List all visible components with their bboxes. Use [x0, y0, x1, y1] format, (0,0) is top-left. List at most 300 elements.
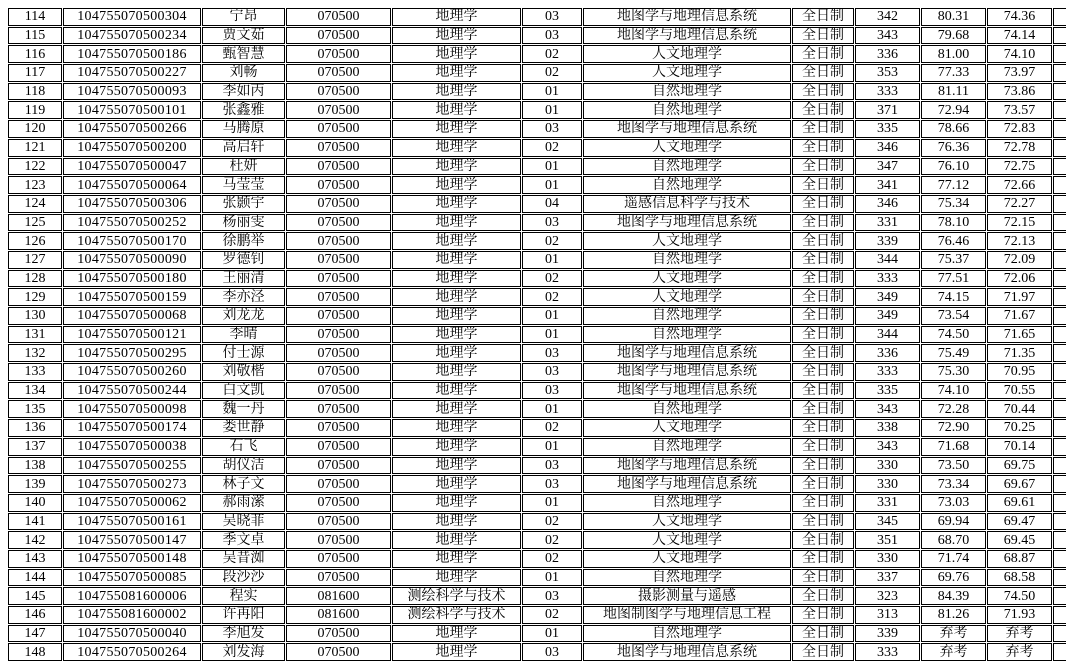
cell-total-score: 70.14 — [987, 438, 1052, 456]
cell-blank — [1053, 400, 1066, 418]
cell-candidate-id: 104755070500304 — [63, 8, 201, 26]
cell-direction-name: 自然地理学 — [583, 176, 791, 194]
cell-initial-score: 341 — [855, 176, 920, 194]
cell-direction-code: 01 — [522, 101, 582, 119]
cell-candidate-id: 104755070500040 — [63, 625, 201, 643]
cell-direction-name: 自然地理学 — [583, 251, 791, 269]
cell-candidate-id: 104755081600002 — [63, 606, 201, 624]
cell-row-number: 142 — [8, 531, 62, 549]
cell-blank — [1053, 288, 1066, 306]
cell-direction-name: 自然地理学 — [583, 83, 791, 101]
cell-candidate-id: 104755070500101 — [63, 101, 201, 119]
cell-study-mode: 全日制 — [792, 625, 854, 643]
cell-direction-code: 01 — [522, 326, 582, 344]
cell-major-name: 地理学 — [392, 214, 521, 232]
cell-major-code: 070500 — [286, 101, 391, 119]
cell-candidate-id: 104755081600006 — [63, 587, 201, 605]
cell-retest-score: 77.33 — [921, 64, 986, 82]
cell-name: 王丽清 — [202, 270, 285, 288]
cell-total-score: 72.83 — [987, 120, 1052, 138]
table-row — [8, 513, 1066, 531]
table-row — [8, 550, 1066, 568]
cell-retest-score: 80.31 — [921, 8, 986, 26]
cell-retest-score: 69.76 — [921, 569, 986, 587]
cell-major-code: 070500 — [286, 643, 391, 661]
cell-total-score: 72.27 — [987, 195, 1052, 213]
cell-candidate-id: 104755070500266 — [63, 120, 201, 138]
cell-direction-name: 自然地理学 — [583, 101, 791, 119]
cell-blank — [1053, 232, 1066, 250]
cell-retest-score: 79.68 — [921, 27, 986, 45]
cell-direction-code: 02 — [522, 419, 582, 437]
cell-candidate-id: 104755070500121 — [63, 326, 201, 344]
cell-row-number: 139 — [8, 475, 62, 493]
cell-direction-code: 03 — [522, 363, 582, 381]
cell-retest-score: 74.10 — [921, 382, 986, 400]
cell-major-name: 地理学 — [392, 27, 521, 45]
cell-study-mode: 全日制 — [792, 643, 854, 661]
cell-major-code: 070500 — [286, 494, 391, 512]
cell-retest-score: 73.34 — [921, 475, 986, 493]
table-row — [8, 214, 1066, 232]
cell-name: 李如丙 — [202, 83, 285, 101]
cell-candidate-id: 104755070500264 — [63, 643, 201, 661]
cell-study-mode: 全日制 — [792, 438, 854, 456]
cell-name: 张鑫雅 — [202, 101, 285, 119]
table-row — [8, 326, 1066, 344]
cell-major-name: 地理学 — [392, 643, 521, 661]
cell-major-code: 070500 — [286, 569, 391, 587]
cell-name: 段沙沙 — [202, 569, 285, 587]
cell-total-score: 70.95 — [987, 363, 1052, 381]
table-row — [8, 531, 1066, 549]
cell-row-number: 131 — [8, 326, 62, 344]
cell-blank — [1053, 158, 1066, 176]
cell-name: 吴昔洳 — [202, 550, 285, 568]
cell-name: 甄智慧 — [202, 45, 285, 63]
cell-major-name: 地理学 — [392, 457, 521, 475]
cell-name: 石飞 — [202, 438, 285, 456]
cell-study-mode: 全日制 — [792, 101, 854, 119]
cell-major-code: 070500 — [286, 45, 391, 63]
cell-direction-code: 01 — [522, 569, 582, 587]
cell-study-mode: 全日制 — [792, 64, 854, 82]
cell-direction-name: 人文地理学 — [583, 531, 791, 549]
cell-initial-score: 333 — [855, 270, 920, 288]
cell-blank — [1053, 27, 1066, 45]
table-row — [8, 158, 1066, 176]
cell-direction-name: 地图学与地理信息系统 — [583, 214, 791, 232]
cell-blank — [1053, 606, 1066, 624]
cell-major-code: 070500 — [286, 195, 391, 213]
table-row — [8, 288, 1066, 306]
cell-row-number: 116 — [8, 45, 62, 63]
table-row — [8, 457, 1066, 475]
cell-direction-code: 03 — [522, 457, 582, 475]
cell-major-code: 070500 — [286, 513, 391, 531]
cell-row-number: 133 — [8, 363, 62, 381]
cell-major-name: 地理学 — [392, 120, 521, 138]
cell-retest-score: 81.11 — [921, 83, 986, 101]
cell-candidate-id: 104755070500174 — [63, 419, 201, 437]
cell-major-code: 070500 — [286, 176, 391, 194]
cell-name: 许再阳 — [202, 606, 285, 624]
cell-major-name: 测绘科学与技术 — [392, 587, 521, 605]
cell-retest-score: 81.00 — [921, 45, 986, 63]
cell-study-mode: 全日制 — [792, 587, 854, 605]
cell-direction-code: 01 — [522, 494, 582, 512]
cell-name: 宁昂 — [202, 8, 285, 26]
cell-direction-name: 自然地理学 — [583, 625, 791, 643]
cell-study-mode: 全日制 — [792, 419, 854, 437]
table-row — [8, 438, 1066, 456]
cell-candidate-id: 104755070500200 — [63, 139, 201, 157]
cell-major-code: 070500 — [286, 288, 391, 306]
cell-name: 马腾原 — [202, 120, 285, 138]
cell-name: 贾文茹 — [202, 27, 285, 45]
cell-name: 罗德钊 — [202, 251, 285, 269]
table-row — [8, 569, 1066, 587]
cell-candidate-id: 104755070500038 — [63, 438, 201, 456]
cell-direction-name: 人文地理学 — [583, 45, 791, 63]
cell-retest-score: 73.54 — [921, 307, 986, 325]
cell-major-name: 地理学 — [392, 494, 521, 512]
cell-direction-code: 01 — [522, 83, 582, 101]
cell-retest-score: 81.26 — [921, 606, 986, 624]
admission-score-table — [7, 7, 1066, 662]
cell-study-mode: 全日制 — [792, 232, 854, 250]
table-row — [8, 27, 1066, 45]
cell-study-mode: 全日制 — [792, 45, 854, 63]
cell-name: 刘龙龙 — [202, 307, 285, 325]
cell-blank — [1053, 419, 1066, 437]
cell-name: 刘敬楷 — [202, 363, 285, 381]
cell-direction-name: 地图学与地理信息系统 — [583, 382, 791, 400]
cell-direction-name: 遥感信息科学与技术 — [583, 195, 791, 213]
cell-retest-score: 74.50 — [921, 326, 986, 344]
cell-initial-score: 344 — [855, 326, 920, 344]
cell-direction-code: 03 — [522, 214, 582, 232]
cell-blank — [1053, 64, 1066, 82]
cell-major-name: 地理学 — [392, 344, 521, 362]
cell-initial-score: 349 — [855, 307, 920, 325]
cell-blank — [1053, 270, 1066, 288]
cell-major-code: 070500 — [286, 27, 391, 45]
cell-major-name: 地理学 — [392, 569, 521, 587]
cell-candidate-id: 104755070500093 — [63, 83, 201, 101]
table-row — [8, 606, 1066, 624]
cell-blank — [1053, 363, 1066, 381]
cell-name: 吴晓菲 — [202, 513, 285, 531]
cell-retest-score: 77.51 — [921, 270, 986, 288]
cell-name: 刘畅 — [202, 64, 285, 82]
cell-total-score: 72.78 — [987, 139, 1052, 157]
table-row — [8, 494, 1066, 512]
cell-total-score: 69.47 — [987, 513, 1052, 531]
cell-initial-score: 343 — [855, 27, 920, 45]
cell-blank — [1053, 139, 1066, 157]
cell-initial-score: 345 — [855, 513, 920, 531]
cell-major-code: 070500 — [286, 64, 391, 82]
cell-blank — [1053, 307, 1066, 325]
cell-major-code: 070500 — [286, 344, 391, 362]
cell-row-number: 119 — [8, 101, 62, 119]
cell-major-name: 地理学 — [392, 382, 521, 400]
cell-retest-score: 73.03 — [921, 494, 986, 512]
cell-row-number: 134 — [8, 382, 62, 400]
cell-major-code: 070500 — [286, 307, 391, 325]
cell-name: 徐鹏举 — [202, 232, 285, 250]
cell-major-name: 地理学 — [392, 400, 521, 418]
cell-retest-score: 77.12 — [921, 176, 986, 194]
cell-retest-score: 75.30 — [921, 363, 986, 381]
cell-major-name: 地理学 — [392, 158, 521, 176]
cell-initial-score: 313 — [855, 606, 920, 624]
cell-candidate-id: 104755070500147 — [63, 531, 201, 549]
table-row — [8, 382, 1066, 400]
cell-direction-name: 地图学与地理信息系统 — [583, 344, 791, 362]
cell-direction-name: 自然地理学 — [583, 326, 791, 344]
cell-study-mode: 全日制 — [792, 531, 854, 549]
cell-study-mode: 全日制 — [792, 475, 854, 493]
cell-initial-score: 344 — [855, 251, 920, 269]
table-row — [8, 625, 1066, 643]
cell-direction-name: 自然地理学 — [583, 438, 791, 456]
cell-blank — [1053, 569, 1066, 587]
cell-initial-score: 323 — [855, 587, 920, 605]
cell-direction-code: 03 — [522, 587, 582, 605]
cell-candidate-id: 104755070500068 — [63, 307, 201, 325]
cell-direction-name: 自然地理学 — [583, 494, 791, 512]
cell-candidate-id: 104755070500186 — [63, 45, 201, 63]
cell-initial-score: 343 — [855, 438, 920, 456]
cell-major-name: 地理学 — [392, 550, 521, 568]
cell-blank — [1053, 438, 1066, 456]
cell-major-name: 地理学 — [392, 251, 521, 269]
cell-major-code: 070500 — [286, 457, 391, 475]
cell-major-name: 地理学 — [392, 195, 521, 213]
cell-total-score: 74.10 — [987, 45, 1052, 63]
cell-direction-name: 地图制图学与地理信息工程 — [583, 606, 791, 624]
cell-total-score: 74.36 — [987, 8, 1052, 26]
cell-direction-code: 02 — [522, 232, 582, 250]
cell-row-number: 146 — [8, 606, 62, 624]
cell-blank — [1053, 513, 1066, 531]
cell-major-name: 地理学 — [392, 83, 521, 101]
cell-direction-name: 地图学与地理信息系统 — [583, 8, 791, 26]
table-row — [8, 195, 1066, 213]
cell-candidate-id: 104755070500260 — [63, 363, 201, 381]
cell-total-score: 72.09 — [987, 251, 1052, 269]
cell-initial-score: 335 — [855, 382, 920, 400]
cell-study-mode: 全日制 — [792, 363, 854, 381]
cell-total-score: 68.58 — [987, 569, 1052, 587]
cell-name: 马莹莹 — [202, 176, 285, 194]
cell-name: 杜妍 — [202, 158, 285, 176]
cell-initial-score: 336 — [855, 45, 920, 63]
cell-major-name: 地理学 — [392, 64, 521, 82]
cell-major-name: 地理学 — [392, 139, 521, 157]
cell-direction-name: 地图学与地理信息系统 — [583, 120, 791, 138]
cell-direction-name: 人文地理学 — [583, 419, 791, 437]
cell-blank — [1053, 625, 1066, 643]
cell-initial-score: 336 — [855, 344, 920, 362]
cell-direction-code: 02 — [522, 64, 582, 82]
cell-row-number: 117 — [8, 64, 62, 82]
cell-name: 程实 — [202, 587, 285, 605]
cell-row-number: 132 — [8, 344, 62, 362]
cell-direction-name: 人文地理学 — [583, 288, 791, 306]
cell-study-mode: 全日制 — [792, 382, 854, 400]
cell-blank — [1053, 457, 1066, 475]
cell-blank — [1053, 382, 1066, 400]
cell-row-number: 130 — [8, 307, 62, 325]
cell-major-name: 测绘科学与技术 — [392, 606, 521, 624]
cell-direction-code: 01 — [522, 438, 582, 456]
cell-total-score: 72.75 — [987, 158, 1052, 176]
cell-initial-score: 335 — [855, 120, 920, 138]
table-row — [8, 344, 1066, 362]
cell-study-mode: 全日制 — [792, 27, 854, 45]
cell-major-code: 070500 — [286, 382, 391, 400]
cell-name: 付士源 — [202, 344, 285, 362]
cell-major-name: 地理学 — [392, 288, 521, 306]
cell-major-code: 070500 — [286, 419, 391, 437]
cell-blank — [1053, 587, 1066, 605]
cell-major-name: 地理学 — [392, 176, 521, 194]
cell-row-number: 140 — [8, 494, 62, 512]
cell-major-name: 地理学 — [392, 270, 521, 288]
cell-total-score: 72.13 — [987, 232, 1052, 250]
cell-study-mode: 全日制 — [792, 8, 854, 26]
cell-blank — [1053, 531, 1066, 549]
cell-major-code: 070500 — [286, 232, 391, 250]
cell-direction-code: 02 — [522, 288, 582, 306]
cell-blank — [1053, 326, 1066, 344]
table-row — [8, 139, 1066, 157]
cell-row-number: 144 — [8, 569, 62, 587]
cell-retest-score: 弃考 — [921, 625, 986, 643]
cell-direction-name: 地图学与地理信息系统 — [583, 457, 791, 475]
cell-direction-code: 03 — [522, 120, 582, 138]
cell-blank — [1053, 176, 1066, 194]
cell-major-code: 081600 — [286, 606, 391, 624]
cell-name: 林子文 — [202, 475, 285, 493]
cell-initial-score: 330 — [855, 457, 920, 475]
cell-major-name: 地理学 — [392, 326, 521, 344]
cell-direction-name: 自然地理学 — [583, 569, 791, 587]
cell-major-code: 070500 — [286, 550, 391, 568]
table-row — [8, 587, 1066, 605]
cell-candidate-id: 104755070500085 — [63, 569, 201, 587]
cell-direction-name: 人文地理学 — [583, 513, 791, 531]
cell-row-number: 121 — [8, 139, 62, 157]
cell-direction-name: 人文地理学 — [583, 232, 791, 250]
cell-row-number: 120 — [8, 120, 62, 138]
cell-direction-name: 摄影测量与遥感 — [583, 587, 791, 605]
cell-retest-score: 72.94 — [921, 101, 986, 119]
cell-initial-score: 337 — [855, 569, 920, 587]
cell-initial-score: 371 — [855, 101, 920, 119]
cell-total-score: 69.67 — [987, 475, 1052, 493]
cell-major-code: 070500 — [286, 400, 391, 418]
cell-candidate-id: 104755070500273 — [63, 475, 201, 493]
cell-candidate-id: 104755070500244 — [63, 382, 201, 400]
cell-candidate-id: 104755070500234 — [63, 27, 201, 45]
cell-direction-code: 01 — [522, 176, 582, 194]
cell-candidate-id: 104755070500064 — [63, 176, 201, 194]
table-row — [8, 232, 1066, 250]
cell-candidate-id: 104755070500252 — [63, 214, 201, 232]
cell-direction-code: 01 — [522, 158, 582, 176]
cell-major-name: 地理学 — [392, 531, 521, 549]
table-row — [8, 64, 1066, 82]
cell-major-code: 081600 — [286, 587, 391, 605]
cell-study-mode: 全日制 — [792, 120, 854, 138]
cell-study-mode: 全日制 — [792, 176, 854, 194]
cell-retest-score: 75.49 — [921, 344, 986, 362]
cell-study-mode: 全日制 — [792, 494, 854, 512]
cell-total-score: 69.75 — [987, 457, 1052, 475]
cell-direction-code: 04 — [522, 195, 582, 213]
cell-direction-code: 02 — [522, 45, 582, 63]
cell-name: 白文凯 — [202, 382, 285, 400]
cell-direction-name: 人文地理学 — [583, 550, 791, 568]
cell-total-score: 72.66 — [987, 176, 1052, 194]
cell-initial-score: 330 — [855, 550, 920, 568]
cell-name: 刘发海 — [202, 643, 285, 661]
table-row — [8, 251, 1066, 269]
cell-retest-score: 弃考 — [921, 643, 986, 661]
cell-row-number: 114 — [8, 8, 62, 26]
cell-major-code: 070500 — [286, 531, 391, 549]
cell-blank — [1053, 550, 1066, 568]
cell-initial-score: 339 — [855, 625, 920, 643]
cell-candidate-id: 104755070500255 — [63, 457, 201, 475]
cell-candidate-id: 104755070500161 — [63, 513, 201, 531]
table-row — [8, 363, 1066, 381]
cell-name: 娄世静 — [202, 419, 285, 437]
cell-candidate-id: 104755070500227 — [63, 64, 201, 82]
cell-initial-score: 333 — [855, 83, 920, 101]
cell-direction-code: 03 — [522, 643, 582, 661]
cell-direction-code: 02 — [522, 270, 582, 288]
cell-row-number: 126 — [8, 232, 62, 250]
cell-row-number: 125 — [8, 214, 62, 232]
cell-retest-score: 76.10 — [921, 158, 986, 176]
cell-retest-score: 76.36 — [921, 139, 986, 157]
cell-total-score: 70.55 — [987, 382, 1052, 400]
cell-major-code: 070500 — [286, 270, 391, 288]
cell-row-number: 127 — [8, 251, 62, 269]
cell-candidate-id: 104755070500047 — [63, 158, 201, 176]
cell-retest-score: 73.50 — [921, 457, 986, 475]
cell-row-number: 143 — [8, 550, 62, 568]
cell-retest-score: 72.28 — [921, 400, 986, 418]
cell-candidate-id: 104755070500170 — [63, 232, 201, 250]
cell-total-score: 72.15 — [987, 214, 1052, 232]
cell-direction-name: 自然地理学 — [583, 158, 791, 176]
cell-row-number: 135 — [8, 400, 62, 418]
cell-row-number: 136 — [8, 419, 62, 437]
table-row — [8, 120, 1066, 138]
cell-total-score: 71.65 — [987, 326, 1052, 344]
cell-name: 李亦泾 — [202, 288, 285, 306]
cell-candidate-id: 104755070500180 — [63, 270, 201, 288]
cell-direction-name: 地图学与地理信息系统 — [583, 475, 791, 493]
cell-major-name: 地理学 — [392, 363, 521, 381]
cell-total-score: 弃考 — [987, 625, 1052, 643]
